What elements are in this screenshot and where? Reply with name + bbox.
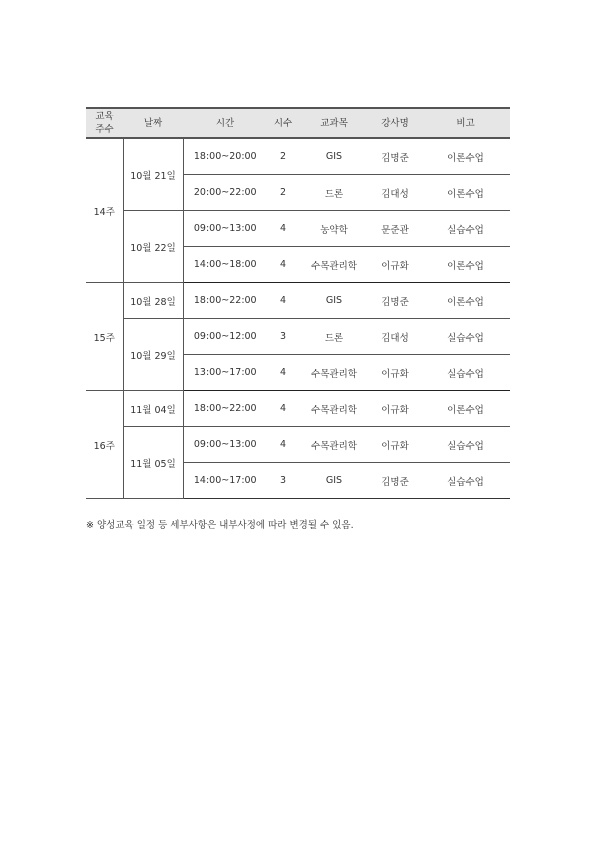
instructor-cell: 이규화 (369, 247, 421, 283)
subject-cell: GIS (299, 463, 369, 499)
week-cell: 14주 (86, 138, 123, 283)
table-row (86, 391, 510, 427)
header-subject: 교과목 (299, 108, 369, 138)
remark-cell: 실습수업 (421, 463, 510, 499)
header-week: 교육 주수 (86, 108, 123, 138)
instructor-cell: 이규화 (369, 355, 421, 391)
time-cell: 14:00~18:00 (183, 247, 267, 283)
header-time: 시간 (183, 108, 267, 138)
table-row (86, 211, 510, 247)
subject-cell: GIS (299, 283, 369, 319)
instructor-cell: 김명준 (369, 138, 421, 175)
hours-cell: 4 (267, 355, 299, 391)
subject-cell: 수목관리학 (299, 355, 369, 391)
date-cell: 10월 29일 (123, 319, 183, 391)
time-cell: 09:00~12:00 (183, 319, 267, 355)
instructor-cell: 김대성 (369, 175, 421, 211)
hours-cell: 4 (267, 247, 299, 283)
hours-cell: 4 (267, 427, 299, 463)
instructor-cell: 이규화 (369, 427, 421, 463)
hours-cell: 2 (267, 175, 299, 211)
week-cell: 15주 (86, 283, 123, 391)
time-cell: 18:00~22:00 (183, 283, 267, 319)
header-remark: 비고 (421, 108, 510, 138)
instructor-cell: 김명준 (369, 463, 421, 499)
hours-cell: 3 (267, 463, 299, 499)
instructor-cell: 이규화 (369, 391, 421, 427)
hours-cell: 4 (267, 283, 299, 319)
table-row (86, 138, 510, 175)
instructor-cell: 문준관 (369, 211, 421, 247)
date-cell: 11월 04일 (123, 391, 183, 427)
date-cell: 11월 05일 (123, 427, 183, 499)
remark-cell: 이론수업 (421, 175, 510, 211)
subject-cell: 수목관리학 (299, 427, 369, 463)
remark-cell: 실습수업 (421, 211, 510, 247)
time-cell: 14:00~17:00 (183, 463, 267, 499)
remark-cell: 실습수업 (421, 355, 510, 391)
instructor-cell: 김대성 (369, 319, 421, 355)
footnote: ※ 양성교육 일정 등 세부사항은 내부사정에 따라 변경될 수 있음. (86, 520, 354, 531)
remark-cell: 실습수업 (421, 319, 510, 355)
time-cell: 13:00~17:00 (183, 355, 267, 391)
remark-cell: 실습수업 (421, 427, 510, 463)
hours-cell: 4 (267, 391, 299, 427)
time-cell: 09:00~13:00 (183, 427, 267, 463)
schedule-table (86, 107, 510, 499)
header-hours: 시수 (267, 108, 299, 138)
hours-cell: 4 (267, 211, 299, 247)
header-instructor: 강사명 (369, 108, 421, 138)
subject-cell: 수목관리학 (299, 247, 369, 283)
table-row (86, 283, 510, 319)
date-cell: 10월 21일 (123, 138, 183, 211)
time-cell: 20:00~22:00 (183, 175, 267, 211)
week-cell: 16주 (86, 391, 123, 499)
remark-cell: 이론수업 (421, 391, 510, 427)
time-cell: 18:00~20:00 (183, 138, 267, 175)
subject-cell: 수목관리학 (299, 391, 369, 427)
remark-cell: 이론수업 (421, 247, 510, 283)
date-cell: 10월 28일 (123, 283, 183, 319)
time-cell: 09:00~13:00 (183, 211, 267, 247)
remark-cell: 이론수업 (421, 283, 510, 319)
instructor-cell: 김명준 (369, 283, 421, 319)
table-row (86, 427, 510, 463)
subject-cell: GIS (299, 138, 369, 175)
hours-cell: 3 (267, 319, 299, 355)
header-date: 날짜 (123, 108, 183, 138)
subject-cell: 농약학 (299, 211, 369, 247)
subject-cell: 드론 (299, 319, 369, 355)
table-row (86, 319, 510, 355)
hours-cell: 2 (267, 138, 299, 175)
time-cell: 18:00~22:00 (183, 391, 267, 427)
header-row (86, 108, 510, 138)
date-cell: 10월 22일 (123, 211, 183, 283)
remark-cell: 이론수업 (421, 138, 510, 175)
subject-cell: 드론 (299, 175, 369, 211)
